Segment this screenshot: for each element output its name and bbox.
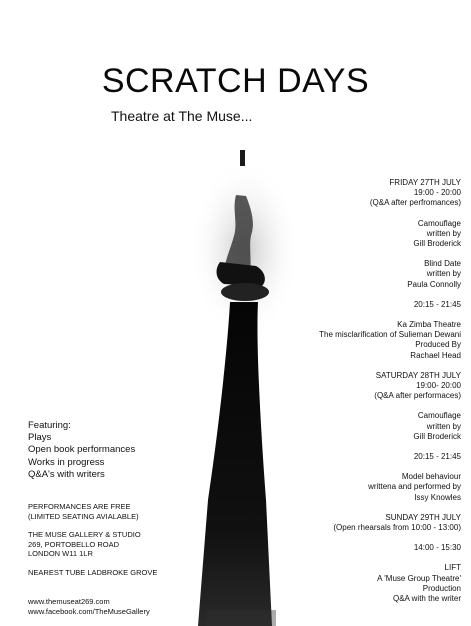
schedule-line: written by (426, 269, 461, 279)
schedule-line: Issy Knowles (414, 492, 461, 502)
schedule-line: Paula Connolly (407, 279, 461, 289)
schedule-line: Gill Broderick (413, 431, 461, 441)
venue-city: LONDON W11 1LR (28, 549, 93, 559)
poster-subtitle: Theatre at The Muse... (111, 108, 253, 124)
seating-notice: (LIMITED SEATING AVIALABLE) (28, 511, 139, 521)
schedule-line: Camouflage (417, 218, 461, 228)
featuring-list (28, 420, 135, 481)
venue-street: 269, PORTOBELLO ROAD (28, 539, 120, 549)
schedule-column (261, 178, 461, 614)
schedule-block (261, 452, 461, 462)
schedule-line: FRIDAY 27TH JULY (389, 178, 461, 187)
featuring-item: Plays (28, 432, 52, 444)
schedule-line: SATURDAY 28TH JULY (375, 370, 461, 380)
schedule-line: (Q&A after performaces) (374, 391, 461, 401)
featuring-item: Open book performances (28, 444, 136, 456)
schedule-line: Blind Date (424, 259, 461, 269)
schedule-block (261, 259, 461, 290)
poster-title: SCRATCH DAYS (101, 62, 370, 100)
schedule-line: Production (422, 583, 461, 593)
schedule-line: (Q&A after perfromances) (369, 198, 461, 208)
figure-head (240, 150, 245, 166)
schedule-line: The misclarification of Sulieman Dewani (319, 330, 461, 340)
schedule-line: 14:00 - 15:30 (413, 543, 461, 553)
schedule-block (261, 472, 461, 503)
schedule-line: A 'Muse Group Theatre' (377, 573, 461, 583)
schedule-line: (Open rhearsals from 10:00 - 13:00) (333, 523, 461, 533)
schedule-block (261, 513, 461, 533)
schedule-line: Q&A with the writer (392, 594, 461, 604)
web-links (28, 597, 150, 616)
schedule-line: 20:15 - 21:45 (413, 452, 461, 462)
featuring-item: Q&A's with writers (28, 468, 105, 480)
schedule-line: Ka Zimba Theatre (397, 320, 461, 330)
schedule-line: 20:15 - 21:45 (413, 299, 461, 309)
schedule-block (261, 543, 461, 553)
venue-info (28, 502, 157, 578)
schedule-block (261, 320, 461, 361)
schedule-line: Model behaviour (401, 472, 461, 482)
schedule-line: Produced By (415, 340, 461, 350)
schedule-line: written by (426, 421, 461, 431)
schedule-line: 19:00- 20:00 (416, 381, 461, 391)
schedule-line: SUNDAY 29TH JULY (385, 512, 461, 522)
facebook-link[interactable]: www.facebook.com/TheMuseGallery (28, 606, 150, 616)
website-link[interactable]: www.themuseat269.com (28, 597, 110, 606)
schedule-block (261, 300, 461, 310)
schedule-line: 19:00 - 20:00 (413, 188, 461, 198)
schedule-line: Camouflage (417, 411, 461, 421)
schedule-block (261, 178, 461, 209)
free-notice: PERFORMANCES ARE FREE (28, 502, 131, 511)
tube-info: NEAREST TUBE LADBROKE GROVE (28, 567, 158, 577)
venue-name: THE MUSE GALLERY & STUDIO (28, 530, 141, 540)
schedule-line: writtena and performed by (368, 482, 461, 492)
schedule-line: Rachael Head (410, 350, 461, 360)
featuring-heading: Featuring: (28, 420, 71, 431)
schedule-line: Gill Broderick (413, 239, 461, 249)
schedule-block (261, 371, 461, 402)
schedule-line: written by (426, 228, 461, 238)
schedule-line: LIFT (444, 563, 461, 573)
schedule-block (261, 219, 461, 250)
schedule-block (261, 411, 461, 442)
schedule-block (261, 563, 461, 604)
featuring-item: Works in progress (28, 456, 105, 468)
